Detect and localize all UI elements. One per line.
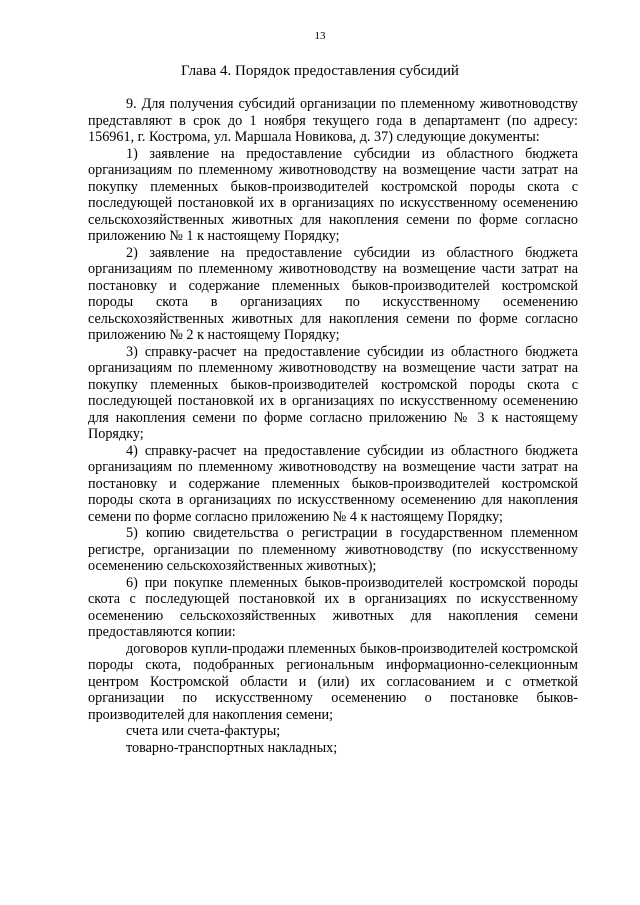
paragraph-list-item-5: 5) копию свидетельства о регистрации в государственном племенном регистре, организации по племенному животноводству (по искусственному осеменению сельскохозяйственных животных);	[88, 525, 578, 574]
paragraph-waybills: товарно-транспортных накладных;	[126, 739, 338, 756]
page-number: 13	[314, 30, 326, 42]
paragraph-item-9: 9. Для получения субсидий организации по племенному животноводству представляют в срок до 1 ноября текущего года в департамент (по адресу: 156961, г. Кострома, ул. Маршала Новикова, д. 37) следующие документы:	[88, 96, 578, 145]
paragraph-list-item-6: 6) при покупке племенных быков-производителей костромской породы скота с последующей постановкой их в организациях по искусственному осеменению сельскохозяйственных животных для накопления семени предоставляются копии:	[88, 574, 578, 640]
paragraph-list-item-2: 2) заявление на предоставление субсидии из областного бюджета организациям по племенному животноводству на возмещение части затрат на постановку и содержание племенных быков-производителей костромской породы скота в организациях по искусственному осеменению сельскохозяйственных животных для накопления семени по форме согласно приложению № 2 к настоящему Порядку;	[88, 244, 578, 343]
paragraph-contracts: договоров купли-продажи племенных быков-производителей костромской породы скота, подобранных региональным информационно-селекционным центром Костромской области и (или) их согласованием и с отметкой организации по искусственному осеменению о постановке быков-производителей для накопления семени;	[88, 640, 578, 723]
paragraph-list-item-4: 4) справку-расчет на предоставление субсидии из областного бюджета организациям по племенному животноводству на возмещение части затрат на постановку и содержание племенных быков-производителей костромской породы скота в организациях по искусственному осеменению для накопления семени по форме согласно приложению № 4 к настоящему Порядку;	[88, 442, 578, 525]
paragraph-invoices: счета или счета-фактуры;	[126, 723, 281, 739]
document-body	[88, 96, 578, 756]
paragraph-list-item-3: 3) справку-расчет на предоставление субсидии из областного бюджета организациям по племенному животноводству на возмещение части затрат на покупку племенных быков-производителей костромской породы скота с последующей постановкой их в организациях по искусственному осеменению для накопления семени по форме согласно приложению № 3 к настоящему Порядку;	[88, 343, 578, 442]
paragraph-list-item-1: 1) заявление на предоставление субсидии из областного бюджета организациям по племенному животноводству на возмещение части затрат на покупку племенных быков-производителей костромской породы скота с последующей постановкой их в организациях по искусственному осеменению сельскохозяйственных животных для накопления семени по форме согласно приложению № 1 к настоящему Порядку;	[88, 145, 578, 244]
chapter-title: Глава 4. Порядок предоставления субсидий	[181, 63, 459, 79]
